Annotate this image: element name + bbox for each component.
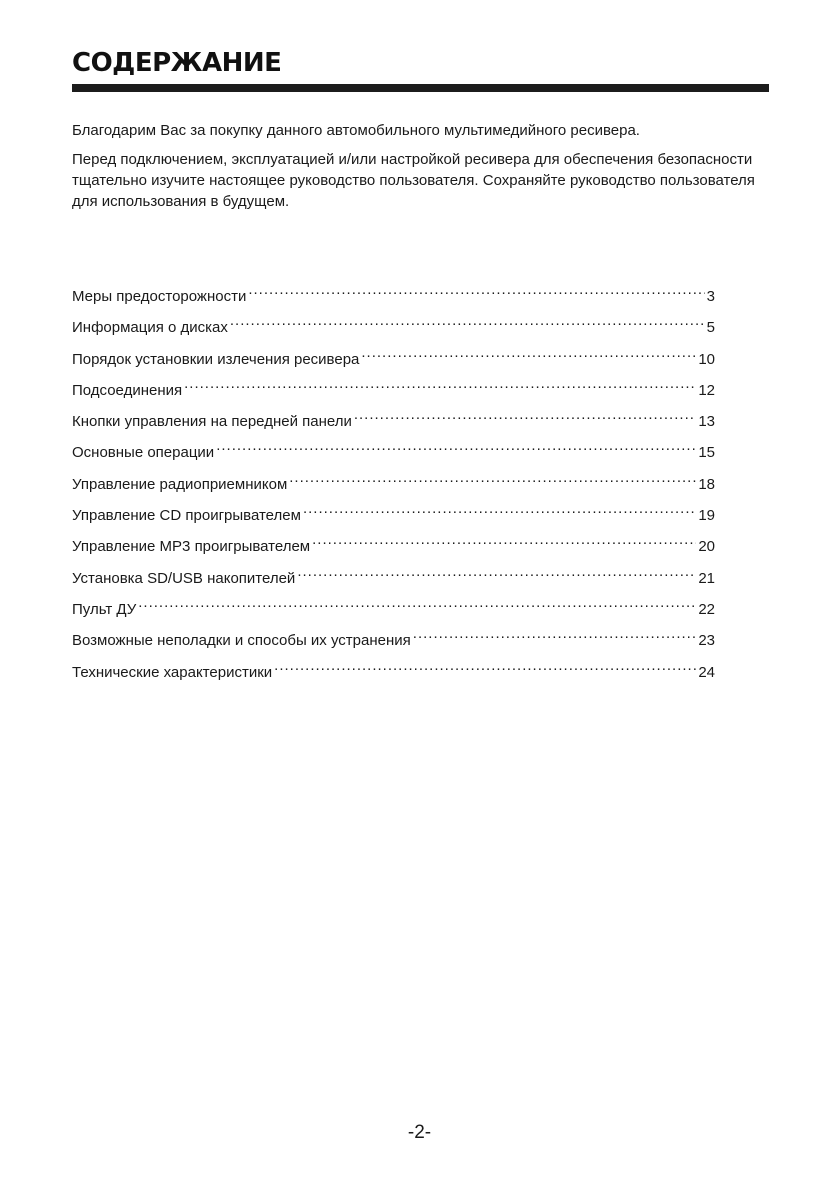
toc-entry (72, 498, 715, 529)
toc-dot-leader (413, 623, 697, 645)
toc-entry-label: Порядок установкии излечения ресивера (72, 350, 360, 368)
toc-entry-label: Меры предосторожности (72, 288, 247, 305)
intro-paragraph: Благодарим Вас за покупку данного автомобильного мультимедийного ресивера. (72, 122, 640, 139)
toc-entry-page: 10 (698, 350, 715, 368)
toc-entry-page: 19 (698, 507, 715, 525)
toc-dot-leader (354, 404, 696, 426)
toc-entry-page: 24 (698, 663, 715, 681)
title-divider (72, 84, 769, 92)
toc-entry (72, 655, 715, 686)
toc-entry-page: 21 (698, 569, 715, 587)
toc-dot-leader (216, 435, 696, 457)
toc-entry (72, 404, 715, 435)
toc-entry-label: Управление MP3 проигрывателем (72, 538, 311, 556)
toc-entry-label: Основные операции (72, 444, 215, 462)
toc-entry-label: Пульт ДУ (72, 600, 137, 618)
toc-entry-page: 12 (698, 381, 715, 399)
table-of-contents (72, 279, 715, 686)
page-number: -2- (407, 1122, 432, 1143)
toc-entry-page: 5 (706, 319, 715, 337)
toc-entry (72, 310, 715, 341)
toc-dot-leader (230, 310, 705, 332)
toc-entry-label: Управление CD проигрывателем (72, 507, 301, 525)
toc-dot-leader (138, 592, 696, 614)
toc-dot-leader (361, 342, 696, 364)
toc-entry-page: 18 (698, 475, 715, 493)
toc-entry-label: Подсоединения (72, 381, 183, 399)
toc-dot-leader (297, 561, 696, 583)
toc-entry-label: Технические характеристики (72, 663, 273, 681)
toc-entry-label: Возможные неполадки и способы их устранения (72, 632, 411, 650)
toc-entry-page: 13 (698, 413, 715, 431)
toc-entry (72, 435, 715, 466)
toc-entry-label: Кнопки управления на передней панели (72, 413, 352, 431)
page-title: СОДЕРЖАНИЕ (72, 48, 282, 78)
toc-entry (72, 373, 715, 404)
toc-entry (72, 529, 715, 560)
toc-dot-leader (312, 529, 696, 551)
toc-entry (72, 342, 715, 373)
toc-dot-leader (274, 655, 696, 677)
toc-dot-leader (289, 467, 696, 489)
toc-entry (72, 467, 715, 498)
toc-entry-page: 20 (698, 538, 715, 556)
toc-entry (72, 592, 715, 623)
toc-entry-page: 15 (698, 444, 715, 462)
toc-entry-label: Установка SD/USB накопителей (72, 569, 296, 587)
toc-dot-leader (184, 373, 696, 395)
toc-entry-page: 23 (698, 632, 715, 650)
toc-entry (72, 279, 715, 310)
intro-text (72, 120, 769, 220)
toc-entry (72, 623, 715, 654)
toc-entry-page: 3 (706, 288, 715, 305)
toc-entry (72, 561, 715, 592)
toc-entry-label: Управление радиоприемником (72, 475, 288, 493)
toc-entry-label: Информация о дисках (72, 319, 228, 337)
toc-entry-page: 22 (698, 600, 715, 618)
intro-paragraph: Перед подключением, эксплуатацией и/или настройкой ресивера для обеспечения безопасности тщательно изучите настоящее руководство пользователя. Сохраняйте руководство пользователя для использования в будущем. (72, 151, 755, 210)
toc-dot-leader (248, 279, 704, 301)
toc-dot-leader (303, 498, 696, 520)
